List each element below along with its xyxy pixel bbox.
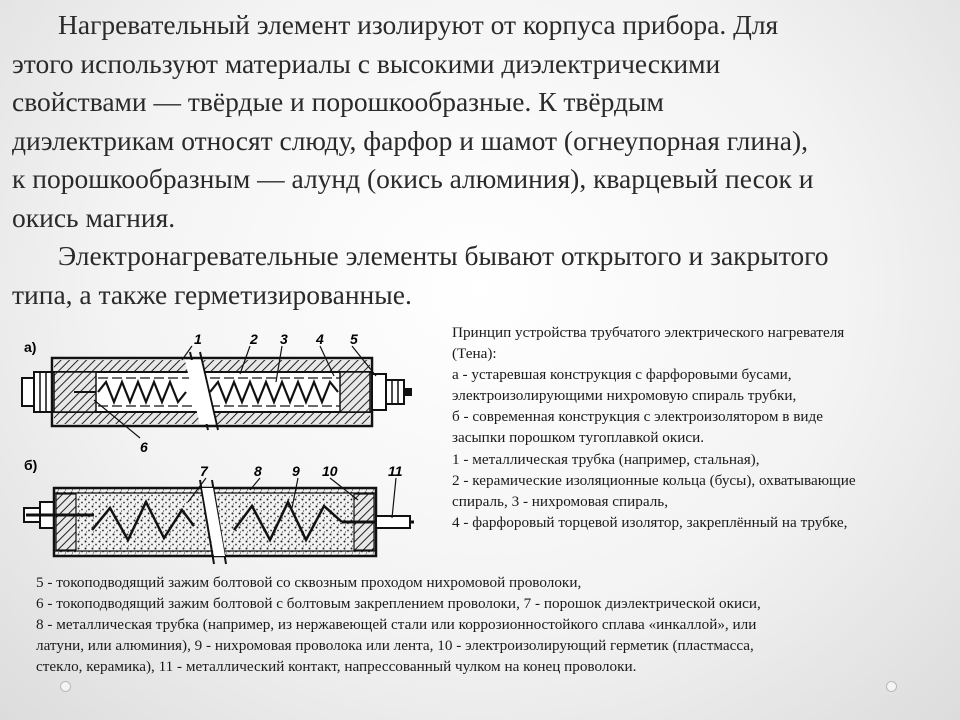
callout-3: 3 (280, 331, 288, 347)
callout-2: 2 (250, 331, 258, 347)
caption-line: 1 - металлическая трубка (например, стальная), (452, 450, 760, 468)
main-text (12, 6, 952, 314)
callout-1: 1 (194, 331, 202, 347)
callout-10: 10 (322, 463, 338, 479)
legend-line: 5 - токоподводящий зажим болтовой со сквозным проходом нихромовой проволоки, (36, 574, 582, 591)
legend-line: латуни, или алюминия), 9 - нихромовая проволока или лента, 10 - электроизолирующий герметик (пластмасса, (36, 637, 754, 655)
callout-8: 8 (254, 463, 262, 479)
legend-continuation (36, 572, 936, 677)
text-line: Электронагревательные элементы бывают открытого и закрытого (58, 240, 829, 271)
callout-11: 11 (388, 463, 403, 479)
legend-line: 6 - токоподводящий зажим болтовой с болтовым закреплением проволоки, 7 - порошок диэлектрической окиси, (36, 595, 761, 613)
slide-bullet-left (60, 681, 71, 692)
caption-line: (Тена): (452, 345, 497, 363)
caption-line: 2 - керамические изоляционные кольца (бусы), охватывающие (452, 471, 856, 489)
caption-line: электроизолирующими нихромовую спираль трубки, (452, 387, 797, 405)
text-line: Нагревательный элемент изолируют от корпуса прибора. Для (58, 9, 779, 40)
diagram-b (24, 463, 414, 564)
callout-4: 4 (316, 331, 324, 347)
legend-line: стекло, керамика), 11 - металлический контакт, напрессованный чулком на конец проволоки. (36, 658, 637, 676)
slide-bullet-right (886, 681, 897, 692)
callout-9: 9 (292, 463, 300, 479)
paragraph-1 (12, 6, 952, 237)
legend-line: 8 - металлическая трубка (например, из нержавеющей стали или коррозионностойкого сплава «инкаллой», или (36, 616, 757, 634)
caption-line: б - современная конструкция с электроизолятором в виде (452, 408, 824, 426)
text-line: свойствами — твёрдые и порошкообразные. К твёрдым (12, 86, 664, 117)
caption-line: а - устаревшая конструкция с фарфоровыми бусами, (452, 366, 792, 384)
caption-line: Принцип устройства трубчатого электрического нагревателя (452, 324, 845, 341)
label-a: а) (24, 339, 37, 355)
callout-7: 7 (200, 463, 208, 479)
caption-line: засыпки порошком тугоплавкой окиси. (452, 429, 705, 447)
heater-diagram (14, 330, 446, 570)
text-line: к порошкообразным — алунд (окись алюминия), кварцевый песок и (12, 163, 814, 194)
caption-line: 4 - фарфоровый торцевой изолятор, закреплённый на трубке, (452, 513, 848, 531)
diagram-a (22, 331, 412, 455)
label-b: б) (24, 457, 38, 473)
text-line: диэлектрикам относят слюду, фарфор и шамот (огнеупорная глина), (12, 124, 809, 156)
text-line: типа, а также герметизированные. (12, 278, 412, 310)
callout-6: 6 (140, 439, 148, 455)
diagram-caption (452, 322, 952, 533)
caption-line: спираль, 3 - нихромовая спираль, (452, 492, 669, 510)
text-line: окись магния. (12, 201, 176, 233)
callout-5: 5 (350, 331, 358, 347)
text-line: этого используют материалы с высокими диэлектрическими (12, 47, 721, 79)
paragraph-2 (12, 237, 952, 314)
